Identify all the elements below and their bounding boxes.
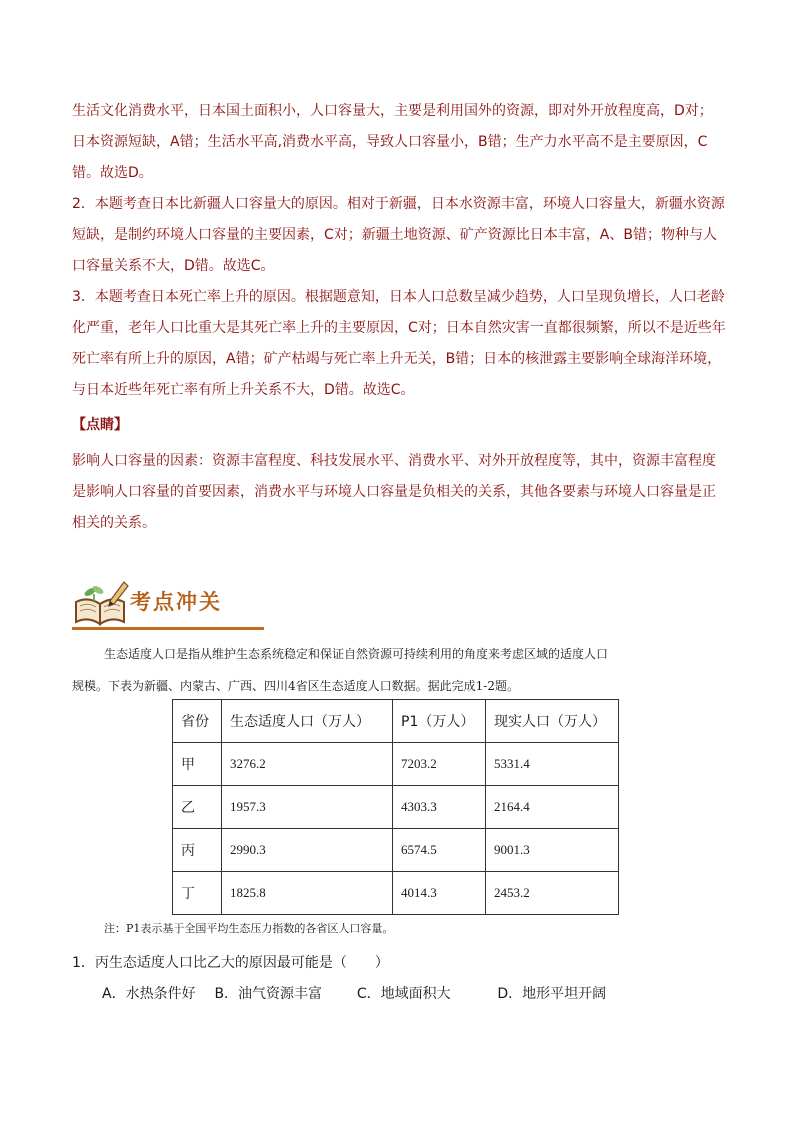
table-cell: 2453.2	[486, 872, 619, 915]
point-text	[72, 446, 732, 539]
explanation-line: 3．本题考查日本死亡率上升的原因。根据题意知，日本人口总数呈减少趋势，人口呈现负增长，人口老龄	[72, 289, 725, 305]
explanation-line: 死亡率有所上升的原因，A错；矿产枯竭与死亡率上升无关，B错；日本的核泄露主要影响全球海洋环境，	[72, 351, 722, 367]
table-cell: 2164.4	[486, 786, 619, 829]
table-cell: 甲	[173, 743, 222, 786]
table-note: 注：P1表示基于全国平均生态压力指数的各省区人口容量。	[104, 922, 394, 935]
explanation-line: 化严重，老年人口比重大是其死亡率上升的主要原因，C对；日本自然灾害一直都很频繁，所以不是近些年	[72, 320, 726, 336]
pencil-icon	[106, 580, 130, 610]
explanation-line: 日本资源短缺，A错；生活水平高,消费水平高，导致人口容量小，B错；生产力水平高不是主要原因，C	[72, 134, 708, 150]
table-cell: 3276.2	[222, 743, 393, 786]
banner-underline	[72, 627, 264, 630]
point-line: 相关的关系。	[72, 515, 156, 531]
option-c[interactable]: C．地域面积大	[356, 986, 451, 1002]
table-row	[173, 829, 619, 872]
table-cell: 7203.2	[393, 743, 486, 786]
intro-line: 生态适度人口是指从维护生态系统稳定和保证自然资源可持续利用的角度来考虑区域的适度人口	[104, 647, 609, 661]
banner-title: 考点冲关	[130, 589, 222, 614]
option-a[interactable]: A．水热条件好	[102, 986, 196, 1002]
table-cell: 4014.3	[393, 872, 486, 915]
explanation-line: 生活文化消费水平，日本国土面积小，人口容量大，主要是利用国外的资源，即对外开放程度高，D对；	[72, 103, 713, 119]
option-b[interactable]: B．油气资源丰富	[214, 986, 323, 1002]
table-header-cell: 生态适度人口（万人）	[222, 700, 393, 743]
table-cell: 4303.3	[393, 786, 486, 829]
table-cell: 1957.3	[222, 786, 393, 829]
question-text: 1．丙生态适度人口比乙大的原因最可能是（ ）	[72, 955, 389, 971]
point-heading: 【点睛】	[72, 417, 128, 433]
table-cell: 1825.8	[222, 872, 393, 915]
answer-options	[102, 983, 606, 1003]
explanation-line: 错。故选D。	[72, 165, 153, 181]
point-line: 是影响人口容量的首要因素，消费水平与环境人口容量是负相关的关系，其他各要素与环境人口容量是正	[72, 484, 716, 500]
table-header-cell: 省份	[173, 700, 222, 743]
table-row	[173, 872, 619, 915]
explanation-line: 与日本近些年死亡率有所上升关系不大，D错。故选C。	[72, 382, 415, 398]
explanation-line: 短缺，是制约环境人口容量的主要因素，C对；新疆土地资源、矿产资源比日本丰富，A、B错；物种与人	[72, 227, 717, 243]
table-cell: 2990.3	[222, 829, 393, 872]
table-header-row	[173, 700, 619, 743]
table-header-cell: P1（万人）	[393, 700, 486, 743]
table-cell: 9001.3	[486, 829, 619, 872]
explanation-line: 2．本题考查日本比新疆人口容量大的原因。相对于新疆，日本水资源丰富，环境人口容量大，新疆水资源	[72, 196, 725, 212]
table-cell: 5331.4	[486, 743, 619, 786]
table-row	[173, 786, 619, 829]
option-d[interactable]: D．地形平坦开阔	[497, 986, 607, 1002]
explanation-line: 口容量关系不大，D错。故选C。	[72, 258, 275, 274]
table-row	[173, 743, 619, 786]
table-cell: 6574.5	[393, 829, 486, 872]
table-cell: 丁	[173, 872, 222, 915]
intro-text	[72, 638, 724, 702]
population-table	[172, 699, 619, 915]
explanation-text	[72, 96, 732, 406]
section-banner	[72, 580, 264, 630]
table-header-cell: 现实人口（万人）	[486, 700, 619, 743]
point-line: 影响人口容量的因素：资源丰富程度、科技发展水平、消费水平、对外开放程度等，其中，资源丰富程度	[72, 453, 716, 469]
table-cell: 丙	[173, 829, 222, 872]
table-cell: 乙	[173, 786, 222, 829]
intro-line: 规模。下表为新疆、内蒙古、广西、四川4省区生态适度人口数据。据此完成1-2题。	[72, 679, 519, 693]
